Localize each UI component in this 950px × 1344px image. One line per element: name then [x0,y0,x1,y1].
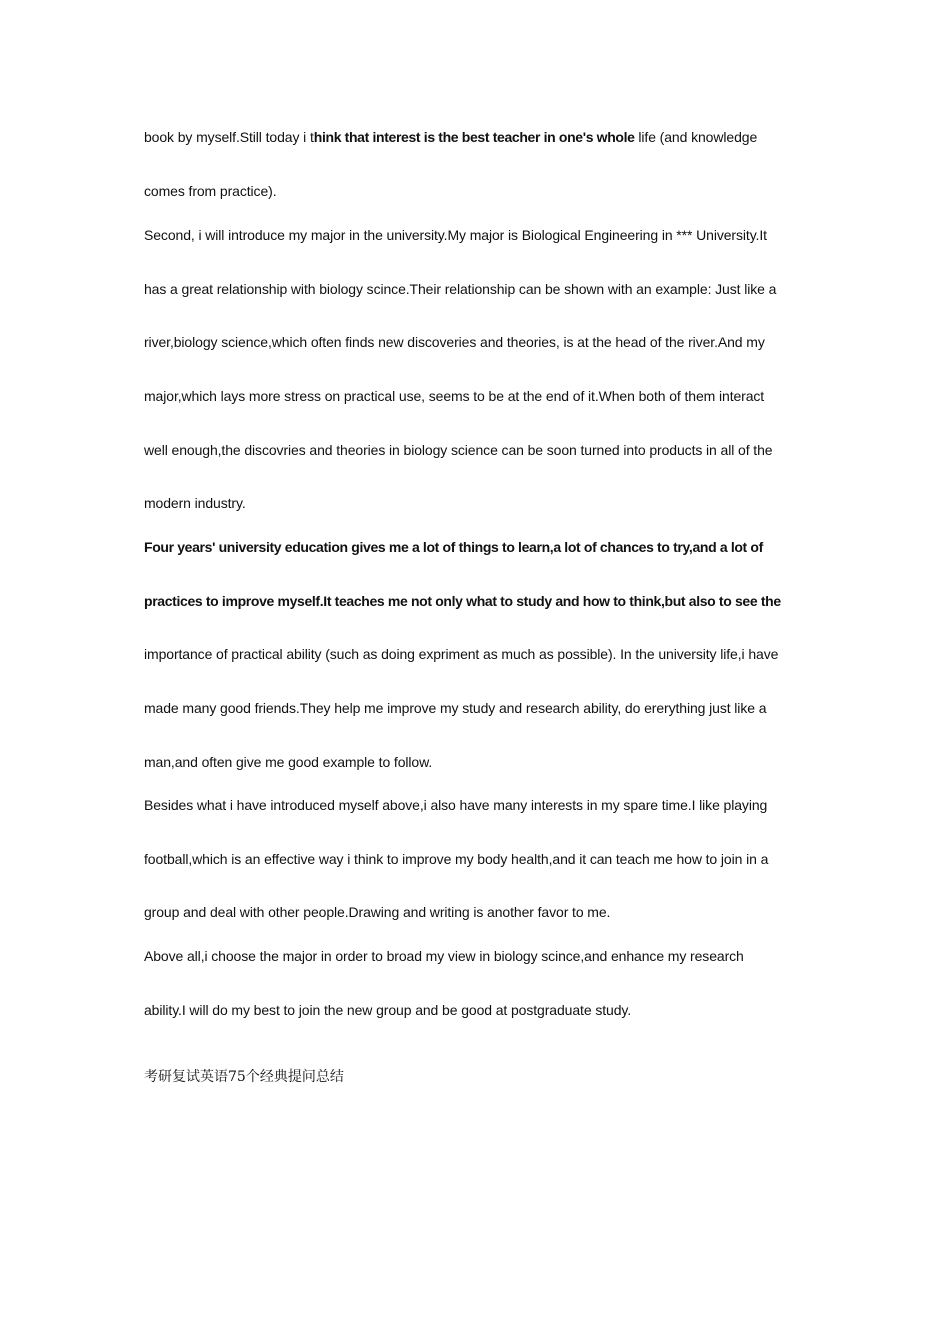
paragraph-line: Above all,i choose the major in order to broad my view in biology scince,and enhance my research [144,948,744,964]
paragraph-line: Second, i will introduce my major in the university.My major is Biological Engineering in *** University.It [144,227,767,243]
paragraph-line [144,128,757,146]
paragraph-line: ability.I will do my best to join the new group and be good at postgraduate study. [144,1002,632,1018]
bold-text-run: hink that interest is the best teacher in one's whole [313,129,635,145]
paragraph-line: man,and often give me good example to follow. [144,754,433,770]
text-run: book by myself.Still today i t [144,129,314,145]
paragraph-line: group and deal with other people.Drawing and writing is another favor to me. [144,904,611,920]
paragraph-line: importance of practical ability (such as doing expriment as much as possible). In the university life,i have [144,646,779,662]
paragraph-line: major,which lays more stress on practical use, seems to be at the end of it.When both of them interact [144,388,765,404]
paragraph-line: modern industry. [144,495,246,511]
bold-paragraph-line: practices to improve myself.It teaches me not only what to study and how to think,but also to see the [144,593,781,609]
paragraph-line: football,which is an effective way i think to improve my body health,and it can teach me how to join in a [144,851,769,867]
paragraph-line: has a great relationship with biology scince.Their relationship can be shown with an example: Just like a [144,281,777,297]
paragraph-line: Besides what i have introduced myself above,i also have many interests in my spare time.I like playing [144,797,768,813]
paragraph-line: comes from practice). [144,183,277,199]
paragraph-line: well enough,the discovries and theories in biology science can be soon turned into products in all of the [144,442,773,458]
paragraph-line: made many good friends.They help me improve my study and research ability, do ererything just like a [144,700,767,716]
paragraph-line: river,biology science,which often finds new discoveries and theories, is at the head of the river.And my [144,334,765,350]
bold-paragraph-line: Four years' university education gives me a lot of things to learn,a lot of chances to try,and a lot of [144,539,763,555]
section-heading: 考研复试英语75个经典提问总结 [144,1069,344,1085]
text-run: life (and knowledge [634,129,758,145]
